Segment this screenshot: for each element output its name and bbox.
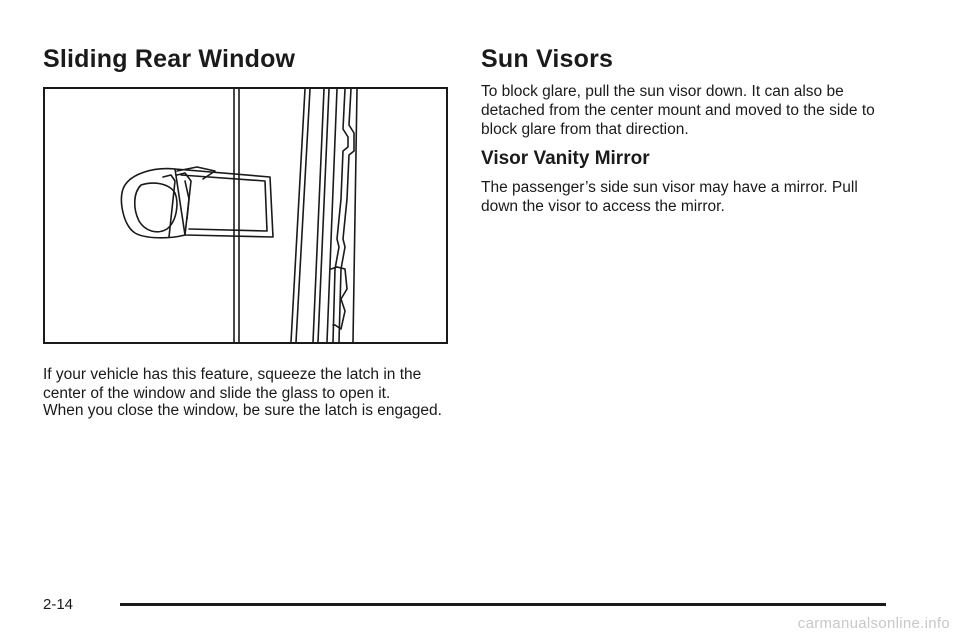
footer-rule	[120, 603, 886, 606]
paragraph-vanity-mirror: The passenger’s side sun visor may have a mirror. Pull down the visor to access the mirror.	[481, 179, 858, 215]
page-number: 2-14	[43, 596, 74, 613]
latch-line-drawing	[45, 89, 446, 342]
subheading-visor-vanity-mirror: Visor Vanity Mirror	[481, 148, 650, 169]
paragraph-sun-visor: To block glare, pull the sun visor down. It can also be detached from the center mount and moved to the side to block glare from that direction.	[481, 83, 875, 138]
sliding-window-latch-illustration	[43, 87, 448, 344]
section-heading-sliding-rear-window: Sliding Rear Window	[43, 45, 296, 73]
paragraph-latch-instructions: If your vehicle has this feature, squeeze the latch in the center of the window and slide the glass to open it.	[43, 366, 422, 402]
section-heading-sun-visors: Sun Visors	[481, 45, 614, 73]
sliding-rear-window-section	[43, 42, 448, 76]
paragraph-close-window: When you close the window, be sure the latch is engaged.	[43, 402, 442, 419]
sun-visors-section	[481, 42, 881, 76]
watermark: carmanualsonline.info	[797, 615, 950, 632]
